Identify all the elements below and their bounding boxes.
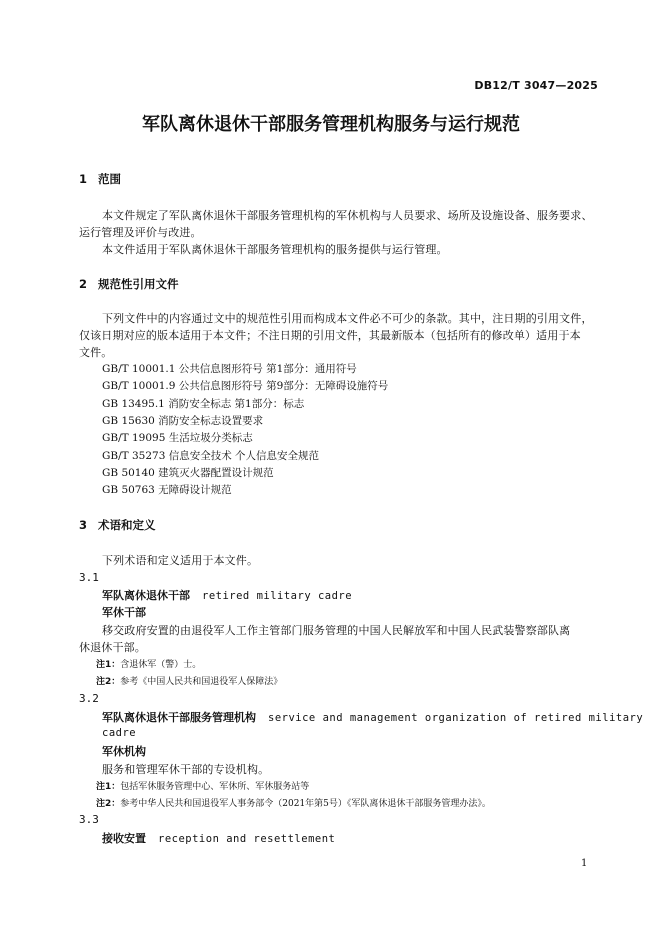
term-english: service and management organization of retired military [268, 712, 644, 724]
note-label: 注1： [96, 660, 121, 670]
definition-line: 服务和管理军休干部的专设机构。 [102, 763, 270, 776]
term-alias: 军休机构 [102, 745, 146, 758]
term-entry [102, 587, 352, 603]
paragraph-line: 下列文件中的内容通过文中的规范性引用而构成本文件必不可少的条款。其中，注日期的引用文件， [102, 312, 593, 325]
page-title: 军队离休退休干部服务管理机构服务与运行规范 [142, 114, 520, 135]
note [96, 657, 201, 670]
note-label: 注1： [96, 782, 121, 792]
section-title: 术语和定义 [98, 518, 156, 532]
term-number: 3.1 [79, 571, 99, 584]
definition-line: 移交政府安置的由退役军人工作主管部门服务管理的中国人民解放军和中国人民武装警察部队离 [102, 624, 571, 637]
term-number: 3.3 [79, 813, 99, 826]
paragraph-line: 本文件规定了军队离休退休干部服务管理机构的军休机构与人员要求、场所及设施设备、服务要求、 [102, 209, 593, 222]
section-number: 3 [79, 518, 88, 532]
term-entry [102, 830, 335, 846]
term-english: retired military cadre [202, 590, 353, 602]
note [96, 674, 282, 687]
reference-item: GB/T 19095 生活垃圾分类标志 [102, 432, 253, 444]
reference-item: GB/T 35273 信息安全技术 个人信息安全规范 [102, 450, 320, 462]
section-title: 规范性引用文件 [98, 277, 179, 291]
term-entry [102, 709, 643, 725]
section-2-heading [79, 276, 179, 292]
section-title: 范围 [98, 172, 121, 186]
section-1-heading [79, 171, 121, 187]
term-chinese: 军队离休退休干部 [102, 589, 190, 602]
term-english-continued [102, 726, 136, 739]
page-number: 1 [581, 858, 588, 869]
note [96, 779, 309, 792]
note-text: 含退休军（警）士。 [120, 660, 202, 670]
section-3-heading [79, 517, 156, 533]
term-number: 3.2 [79, 692, 99, 705]
reference-item: GB 15630 消防安全标志设置要求 [102, 415, 264, 427]
paragraph-line: 文件。 [79, 346, 113, 359]
note [96, 796, 491, 809]
note-label: 注2： [96, 799, 121, 809]
definition-line: 休退休干部。 [79, 641, 146, 654]
term-english: reception and resettlement [158, 833, 336, 845]
reference-item: GB 50763 无障碍设计规范 [102, 484, 232, 496]
reference-item: GB 50140 建筑灭火器配置设计规范 [102, 467, 274, 479]
note-text: 包括军休服务管理中心、军休所、军休服务站等 [120, 782, 310, 792]
term-chinese: 接收安置 [102, 832, 146, 845]
paragraph-line: 仅该日期对应的版本适用于本文件；不注日期的引用文件，其最新版本（包括所有的修改单）适用于本 [79, 329, 581, 342]
term-alias: 军休干部 [102, 606, 146, 619]
reference-item: GB/T 10001.1 公共信息图形符号 第1部分：通用符号 [102, 363, 357, 375]
section-number: 2 [79, 277, 88, 291]
paragraph-line: 下列术语和定义适用于本文件。 [102, 554, 259, 567]
paragraph-line: 运行管理及评价与改进。 [79, 226, 202, 239]
term-chinese: 军队离休退休干部服务管理机构 [102, 711, 256, 724]
term-english: cadre [102, 727, 137, 739]
note-label: 注2： [96, 677, 121, 687]
note-text: 参考《中国人民共和国退役军人保障法》 [120, 677, 283, 687]
paragraph-line: 本文件适用于军队离休退休干部服务管理机构的服务提供与运行管理。 [102, 243, 448, 256]
note-text: 参考中华人民共和国退役军人事务部令（2021年第5号）《军队离休退休干部服务管理办法》。 [120, 799, 491, 809]
document-code: DB12/T 3047—2025 [474, 79, 598, 92]
section-number: 1 [79, 172, 88, 186]
reference-item: GB/T 10001.9 公共信息图形符号 第9部分：无障碍设施符号 [102, 380, 389, 392]
reference-item: GB 13495.1 消防安全标志 第1部分：标志 [102, 398, 305, 410]
